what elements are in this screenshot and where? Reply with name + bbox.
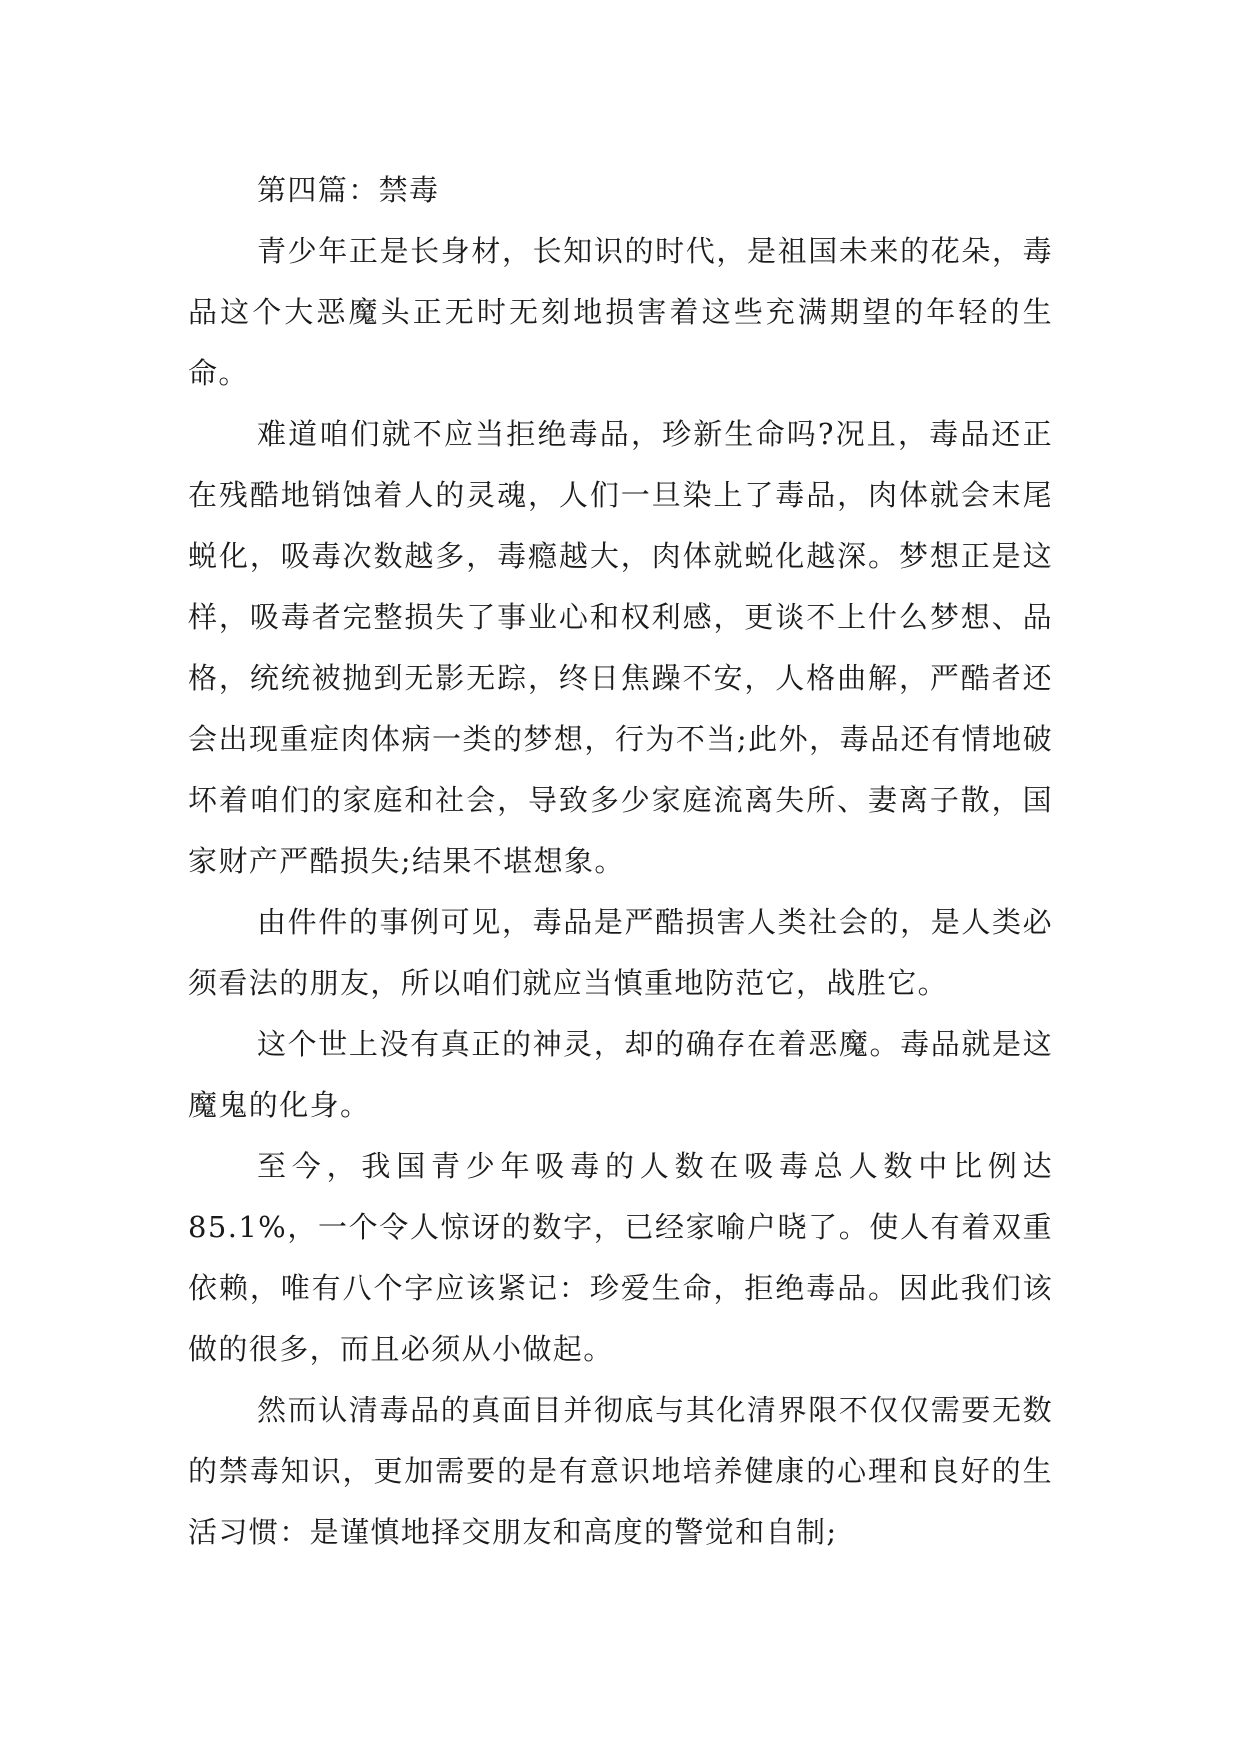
paragraph-1: 青少年正是长身材，长知识的时代，是祖国未来的花朵，毒品这个大恶魔头正无时无刻地损害着这些充满期望的年轻的生命。 <box>188 234 1053 390</box>
paragraph-3: 由件件的事例可见，毒品是严酷损害人类社会的，是人类必须看法的朋友，所以咱们就应当慎重地防范它，战胜它。 <box>188 905 1053 1000</box>
section-heading: 第四篇：禁毒 <box>257 173 440 207</box>
paragraph-6: 然而认清毒品的真面目并彻底与其化清界限不仅仅需要无数的禁毒知识，更加需要的是有意识地培养健康的心理和良好的生活习惯：是谨慎地择交朋友和高度的警觉和自制; <box>188 1393 1053 1549</box>
paragraph-4: 这个世上没有真正的神灵，却的确存在着恶魔。毒品就是这魔鬼的化身。 <box>188 1027 1053 1122</box>
document-body <box>188 160 1053 1563</box>
paragraph-2: 难道咱们就不应当拒绝毒品，珍新生命吗?况且，毒品还正在残酷地销蚀着人的灵魂，人们一旦染上了毒品，肉体就会末尾蜕化，吸毒次数越多，毒瘾越大，肉体就蜕化越深。梦想正是这样，吸毒者完整损失了事业心和权利感，更谈不上什么梦想、品格，统统被抛到无影无踪，终日焦躁不安，人格曲解，严酷者还会出现重症肉体病一类的梦想，行为不当;此外，毒品还有情地破坏着咱们的家庭和社会，导致多少家庭流离失所、妻离子散，国家财产严酷损失;结果不堪想象。 <box>188 417 1053 878</box>
paragraph-5: 至今，我国青少年吸毒的人数在吸毒总人数中比例达85.1%，一个令人惊讶的数字，已经家喻户晓了。使人有着双重依赖，唯有八个字应该紧记：珍爱生命，拒绝毒品。因此我们该做的很多，而且必须从小做起。 <box>188 1149 1053 1366</box>
